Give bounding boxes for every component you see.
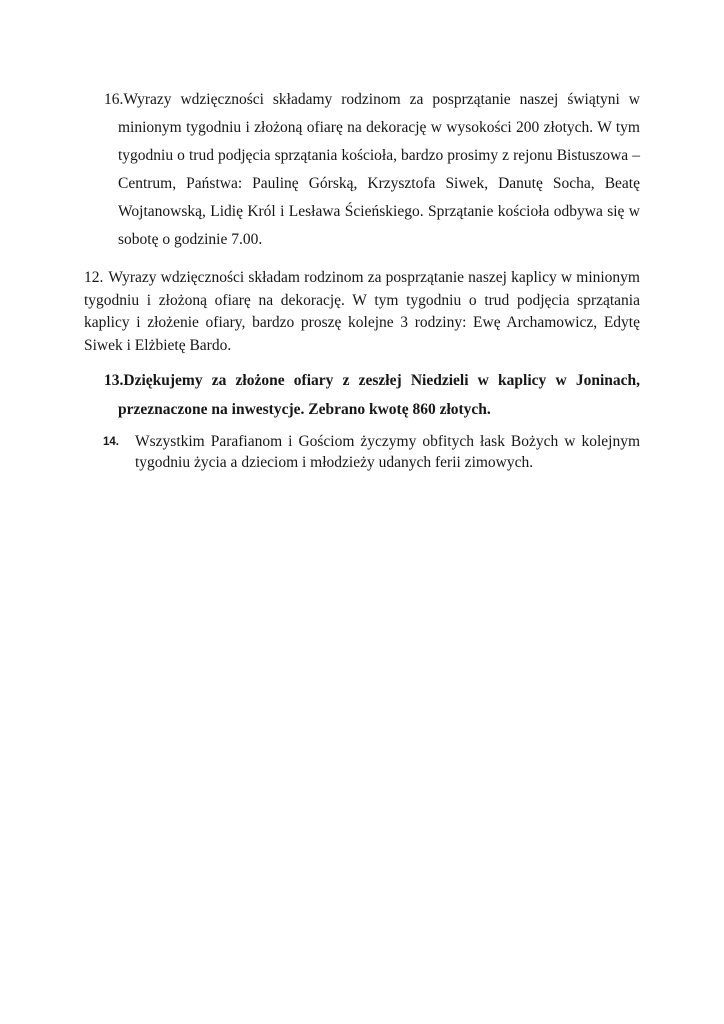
announcement-item-13: [104, 366, 640, 424]
announcement-item-16: [104, 86, 640, 254]
announcement-item-12: [84, 267, 640, 357]
item-number: 13.: [104, 372, 124, 389]
announcement-item-14: [103, 431, 640, 473]
item-text: Dziękujemy za złożone ofiary z zeszłej Niedzieli w kaplicy w Joninach, przeznaczone na inwestycje. Zebrano kwotę 860 złotych.: [118, 372, 640, 418]
item-number: 12.: [84, 269, 104, 286]
item-text: Wszystkim Parafianom i Gościom życzymy obfitych łask Bożych w kolejnym tygodniu życia a dzieciom i młodzieży udanych ferii zimowych.: [135, 433, 640, 471]
item-number: 14.: [103, 436, 119, 448]
item-number: 16.: [104, 91, 124, 108]
item-text: Wyrazy wdzięczności składamy rodzinom za posprzątanie naszej świątyni w minionym tygodniu i złożoną ofiarę na dekorację w wysokości 200 złotych. W tym tygodniu o trud podjęcia sprzątania kościoła, bardzo prosimy z rejonu Bistuszowa – Centrum, Państwa: Paulinę Górską, Krzysztofa Siwek, Danutę Socha, Beatę Wojtanowską, Lidię Król i Lesława Ścieńskiego. Sprzątanie kościoła odbywa się w sobotę o godzinie 7.00.: [118, 91, 640, 248]
item-text: Wyrazy wdzięczności składam rodzinom za posprzątanie naszej kaplicy w minionym tygodniu i złożoną ofiarę na dekorację. W tym tygodniu o trud podjęcia sprzątania kaplicy i złożenie ofiary, bardzo proszę kolejne 3 rodziny: Ewę Archamowicz, Edytę Siwek i Elżbietę Bardo.: [84, 269, 640, 354]
